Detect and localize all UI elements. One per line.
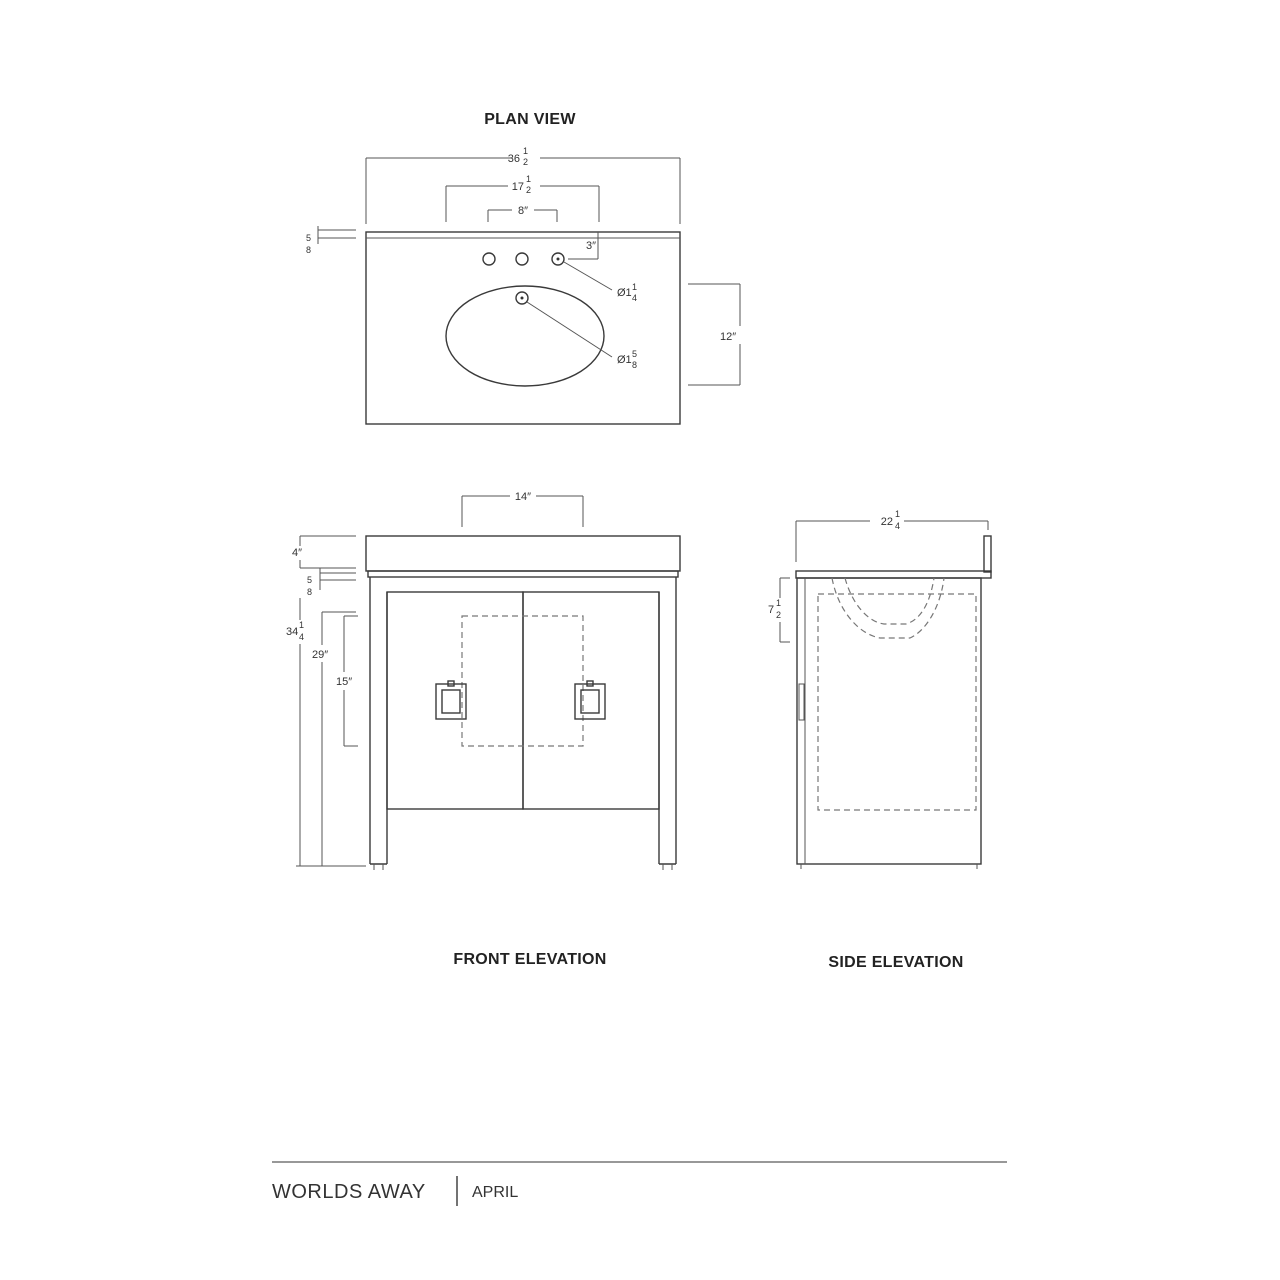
plan-view-title: PLAN VIEW <box>484 111 576 128</box>
dim-denominator: 2 <box>776 610 782 620</box>
dim-denominator: 8 <box>306 245 312 255</box>
dim-front-trim-den: 8 <box>307 587 313 597</box>
dim-front-left-stack <box>286 536 366 866</box>
side-elevation <box>796 536 991 869</box>
dim-label: Ø1 <box>617 287 632 299</box>
dim-front-overall-num: 1 <box>299 620 305 630</box>
faucet-hole-right-center <box>557 258 560 261</box>
dim-plan-inner-faucet <box>488 205 557 222</box>
side-hidden-basin <box>832 578 944 638</box>
product-name: APRIL <box>472 1184 519 1201</box>
dim-denominator: 2 <box>523 157 529 167</box>
plan-countertop <box>366 232 680 424</box>
dim-numerator: 1 <box>895 509 901 519</box>
dim-front-handle-height: 15″ <box>336 676 353 688</box>
dim-label: 8″ <box>517 205 529 217</box>
front-elevation <box>366 536 680 870</box>
dim-front-top-height: 4″ <box>292 547 303 559</box>
side-countertop <box>796 571 991 578</box>
dim-side-bowl-depth <box>768 578 790 642</box>
title-block <box>272 1162 1007 1206</box>
side-elevation-title: SIDE ELEVATION <box>828 954 964 971</box>
side-hidden-interior <box>818 594 976 810</box>
brand-name: WORLDS AWAY <box>272 1181 426 1203</box>
front-elevation-title: FRONT ELEVATION <box>453 951 607 968</box>
dim-numerator: 1 <box>632 282 638 292</box>
front-handle-right <box>575 684 605 719</box>
faucet-hole-leader <box>564 262 612 290</box>
side-cabinet <box>797 578 981 864</box>
dim-side-depth <box>796 509 988 562</box>
dim-label: 12″ <box>720 331 737 343</box>
front-door-right <box>523 592 659 809</box>
dim-label: 7 <box>768 604 775 616</box>
dim-plan-faucet-offset <box>568 232 598 259</box>
front-door-left <box>387 592 523 809</box>
dim-denominator: 4 <box>895 521 901 531</box>
side-handle <box>799 684 804 720</box>
plan-view <box>366 232 680 424</box>
dim-label: 17 <box>511 181 524 193</box>
dim-label: 36 <box>507 153 520 165</box>
dim-numerator: 1 <box>776 598 782 608</box>
dim-front-to-top: 29″ <box>312 649 329 661</box>
dim-plan-drain-hole <box>617 349 637 370</box>
dim-numerator: 1 <box>526 174 532 184</box>
dim-front-trim-num: 5 <box>307 575 313 585</box>
faucet-hole-left <box>483 253 495 265</box>
dim-label: 14″ <box>514 491 532 503</box>
dim-numerator: 5 <box>632 349 638 359</box>
dim-numerator: 1 <box>523 146 529 156</box>
side-backsplash <box>984 536 991 572</box>
drain-hole-leader <box>527 302 612 357</box>
dim-label: Ø1 <box>617 354 632 366</box>
front-trim <box>368 571 678 577</box>
dim-denominator: 4 <box>632 293 638 303</box>
dim-plan-faucet-hole <box>617 282 637 303</box>
front-countertop <box>366 536 680 571</box>
dim-plan-depth-to-bowl <box>688 284 740 385</box>
dim-denominator: 2 <box>526 185 532 195</box>
dim-label: 3″ <box>586 240 597 252</box>
dim-plan-top-thickness <box>306 226 356 255</box>
dim-denominator: 8 <box>632 360 638 370</box>
dim-front-overall-den: 4 <box>299 632 305 642</box>
dim-label: 22 <box>880 516 893 528</box>
faucet-hole-center <box>516 253 528 265</box>
dim-front-overall-height: 34 <box>286 626 299 638</box>
dim-front-bowl-width <box>462 491 583 527</box>
drain-hole-center <box>521 297 524 300</box>
dim-numerator: 5 <box>306 233 312 243</box>
